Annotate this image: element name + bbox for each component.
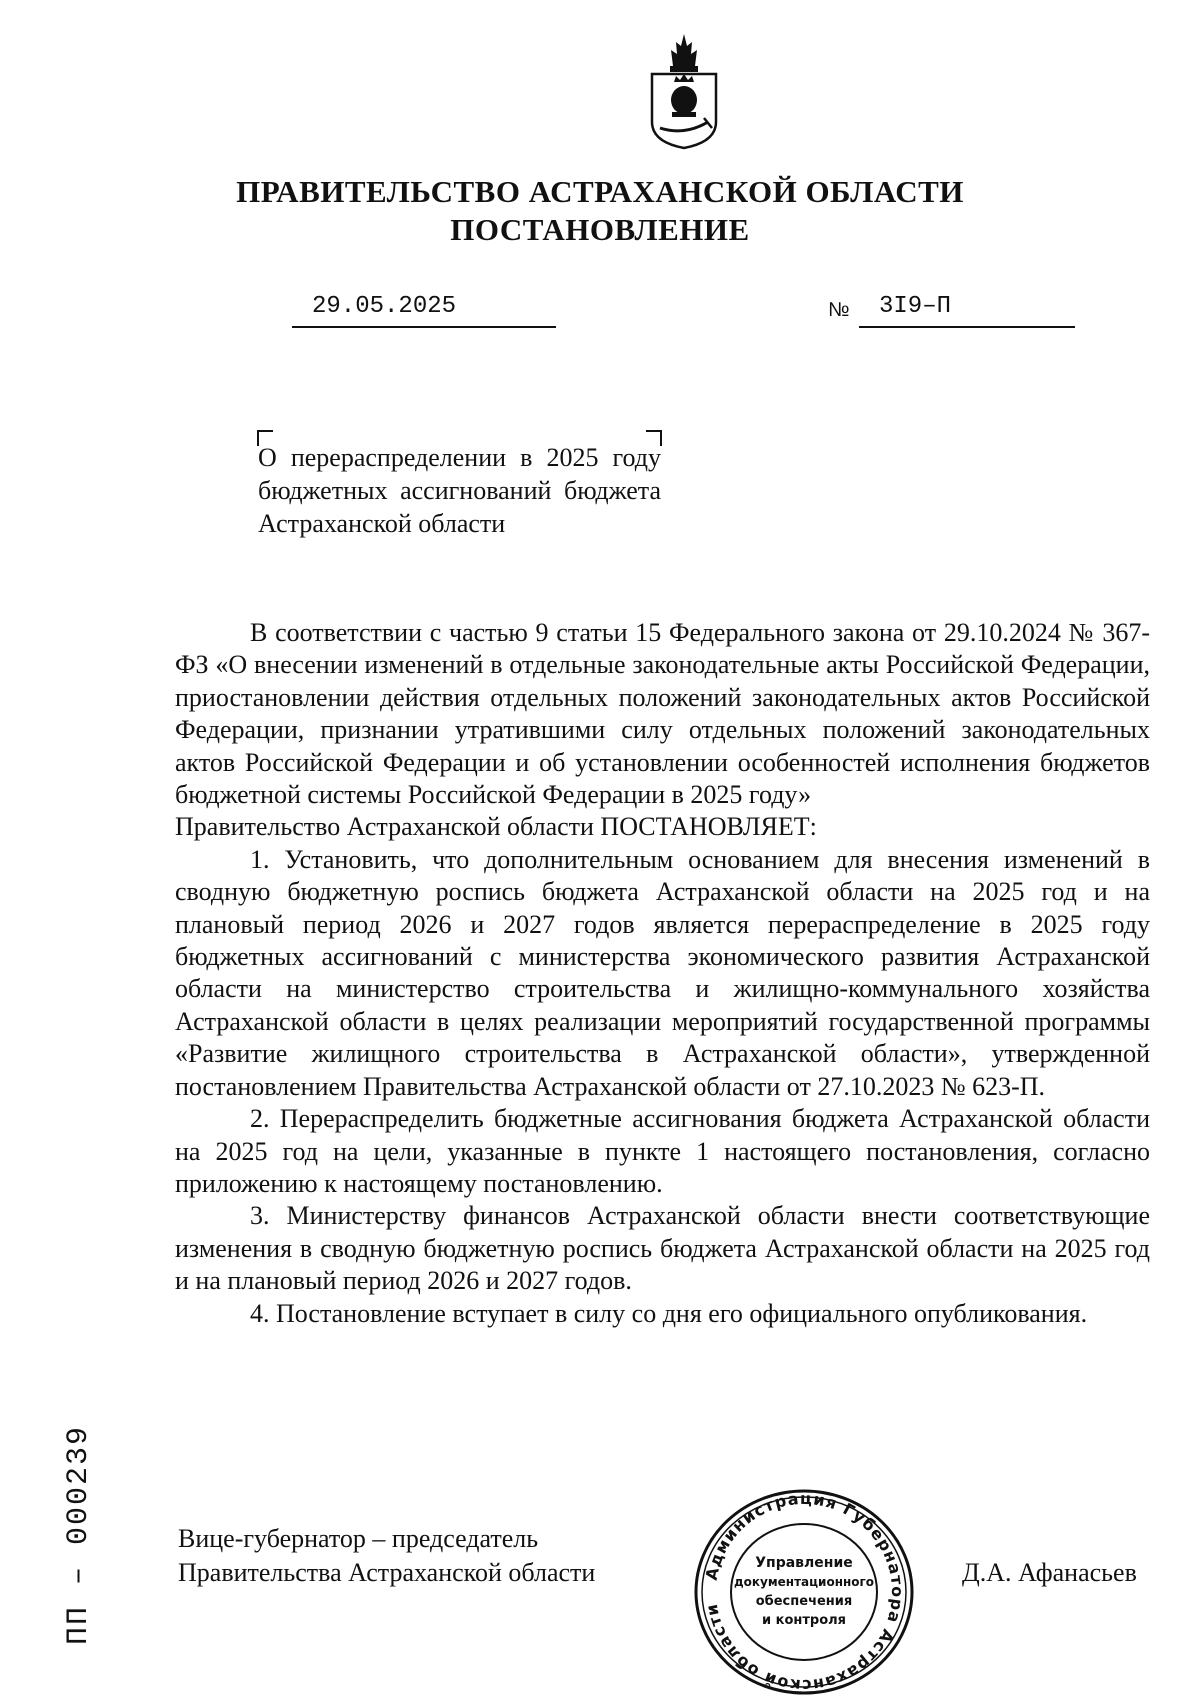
coat-of-arms-icon (646, 32, 722, 152)
stamp-center-line-4: и контроля (761, 1613, 847, 1628)
official-stamp (690, 1487, 918, 1697)
signatory-position-line-2: Правительства Астраханской области (178, 1558, 596, 1587)
stamp-center-line-1: Управление (755, 1555, 853, 1571)
item-paragraph-1: 1. Установить, что дополнительным основанием для внесения изменений в сводную бюджетную роспись бюджета Астраханской области на 2025 год и на плановый период 2026 и 2027 годов является перераспределение в 2025 году бюджетных ассигнований с министерства экономического развития Астраханской области на министерство строительства и жилищно-коммунального хозяйства Астраханской области в целях реализации мероприятий государственной программы «Развитие жилищного строительства в Астраханской области», утвержденной постановлением Правительства Астраханской области от 27.10.2023 № 623-П. (175, 844, 1150, 1101)
item-paragraph-4: 4. Постановление вступает в силу со дня его официального опубликования. (250, 1298, 1088, 1328)
side-number-text: ПП – 000239 (62, 1424, 96, 1645)
document-number: 3I9–П (879, 293, 952, 320)
number-sign: № (828, 299, 850, 321)
stamp-center-line-3: обеспечения (755, 1594, 853, 1609)
resolves-paragraph: Правительство Астраханской области ПОСТАНОВЛЯЕТ: (175, 812, 817, 842)
stamp-center-line-2: документационного (733, 1575, 875, 1589)
item-paragraph-2: 2. Перераспределить бюджетные ассигнования бюджета Астраханской области на 2025 год на цели, указанные в пункте 1 настоящего постановления, согласно приложению к настоящему постановлению. (175, 1104, 1150, 1198)
preamble-paragraph: В соответствии с частью 9 статьи 15 Федерального закона от 29.10.2024 № 367-ФЗ «О внесении изменений в отдельные законодательные акты Российской Федерации, приостановлении действия отдельных положений законодательных актов Российской Федерации, признании утратившими силу отдельных положений законодательных актов Российской Федерации и об установлении особенностей исполнения бюджетов бюджетной системы Российской Федерации в 2025 году» (175, 618, 1150, 810)
document-type: ПОСТАНОВЛЕНИЕ (450, 212, 750, 247)
side-registration-number (30, 1424, 100, 1680)
signatory-position (178, 1522, 595, 1590)
signatory-name: Д.А. Афанасьев (962, 1558, 1137, 1587)
signatory-position-line-1: Вице-губернатор – председатель (178, 1524, 539, 1553)
document-date: 29.05.2025 (312, 293, 457, 320)
stamp-ring-text: Администрация Губернатора Астраханской области (701, 1488, 908, 1696)
government-title: ПРАВИТЕЛЬСТВО АСТРАХАНСКОЙ ОБЛАСТИ (236, 174, 964, 209)
document-body (175, 617, 1150, 1330)
document-subject: О перераспределении в 2025 году бюджетных ассигнований бюджета Астраханской области (258, 443, 661, 538)
item-paragraph-3: 3. Министерству финансов Астраханской области внести соответствующие изменения в сводную бюджетную роспись бюджета Астраханской области на 2025 год и на плановый период 2026 и 2027 годов. (175, 1201, 1150, 1296)
